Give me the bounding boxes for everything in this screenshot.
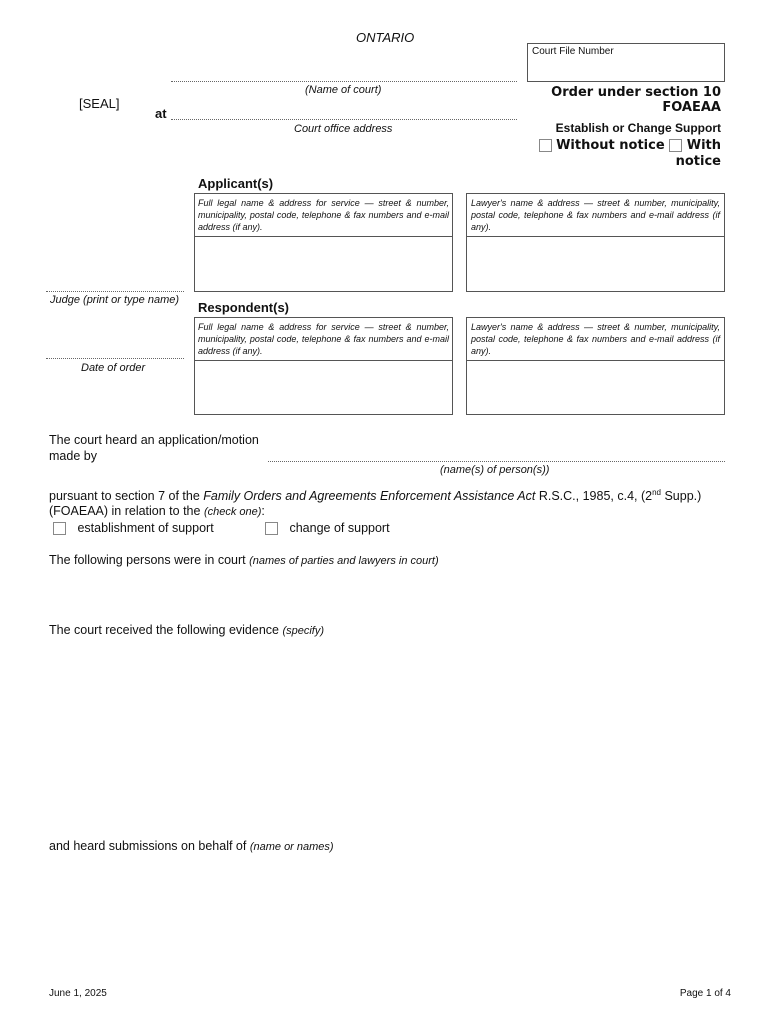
respondent-lawyer-box[interactable] — [466, 317, 725, 415]
submissions-label: and heard submissions on behalf of — [49, 839, 250, 853]
evidence-note: (specify) — [282, 625, 325, 637]
persons-in-court-label: The following persons were in court — [49, 553, 250, 567]
notice-options-row — [539, 138, 721, 154]
footer-page-number: Page 1 of 4 — [679, 988, 731, 999]
submissions-text — [49, 839, 334, 853]
relation-a: (FOAEAA) in relation to the — [49, 504, 204, 519]
form-subtitle: Establish or Change Support — [555, 121, 721, 135]
applicant-lawyer-box[interactable] — [466, 193, 725, 292]
evidence-text — [49, 623, 324, 637]
check-one-note: (check one) — [203, 506, 262, 519]
heard-application-text — [49, 432, 259, 464]
respondent-lawyer-description: Lawyer's name & address — street & number, municipality, postal code, telephone & fax numbers and e-mail address (if any). — [471, 322, 720, 356]
notice-options — [539, 138, 721, 170]
act-name: Family Orders and Agreements Enforcement Assistance Act — [203, 489, 536, 504]
notice-label: notice — [675, 154, 721, 169]
change-support-option — [265, 521, 390, 535]
pursuant-line-1 — [49, 485, 725, 504]
applicant-party-box[interactable] — [194, 193, 453, 292]
respondent-party-description: Full legal name & address for service — street & number, municipality, postal code, telephone & fax numbers and e-mail address (if any). — [198, 322, 449, 356]
form-title — [551, 85, 721, 115]
establishment-of-support-label: establishment of support — [77, 521, 214, 535]
pursuant-c: Supp.) — [660, 489, 702, 504]
pursuant-sup: nd — [652, 488, 661, 497]
submissions-note: (name or names) — [249, 841, 334, 853]
applicant-party-divider — [195, 236, 452, 237]
support-type-options — [53, 521, 214, 535]
names-of-persons-label: (name(s) of person(s)) — [440, 464, 550, 476]
applicant-lawyer-divider — [467, 236, 724, 237]
respondent-party-box[interactable] — [194, 317, 453, 415]
name-of-court-line[interactable] — [171, 81, 517, 82]
pursuant-b: R.S.C., 1985, c.4, (2 — [535, 489, 653, 504]
change-of-support-label: change of support — [289, 521, 390, 535]
pursuant-a: pursuant to section 7 of the — [49, 489, 204, 504]
applicant-lawyer-description: Lawyer's name & address — street & number, municipality, postal code, telephone & fax numbers and e-mail address (if any). — [471, 198, 720, 232]
with-label: With — [686, 138, 721, 153]
heard-line-2: made by — [49, 449, 97, 463]
date-of-order-label: Date of order — [81, 362, 146, 374]
date-of-order-line[interactable] — [46, 358, 184, 359]
pursuant-line-2 — [49, 504, 725, 520]
court-office-address-line[interactable] — [171, 119, 517, 120]
court-file-number-field[interactable] — [527, 43, 725, 82]
judge-label: Judge (print or type name) — [50, 294, 180, 306]
with-notice-checkbox[interactable] — [669, 139, 682, 152]
change-of-support-checkbox[interactable] — [265, 522, 278, 535]
form-title-line2: FOAEAA — [662, 100, 721, 115]
respondent-lawyer-divider — [467, 360, 724, 361]
names-of-persons-line[interactable] — [268, 461, 725, 462]
seal-placeholder: [SEAL] — [79, 96, 120, 111]
court-file-number-label: Court File Number — [532, 46, 614, 57]
judge-line[interactable] — [46, 291, 184, 292]
at-label: at — [155, 106, 167, 121]
persons-in-court-text — [49, 553, 439, 567]
without-notice-checkbox[interactable] — [539, 139, 552, 152]
evidence-label: The court received the following evidence — [49, 623, 283, 637]
heard-line-1: The court heard an application/motion — [49, 433, 259, 447]
applicant-party-description: Full legal name & address for service — street & number, municipality, postal code, telephone & fax numbers and e-mail address (if any). — [198, 198, 449, 232]
court-office-address-label: Court office address — [294, 123, 393, 135]
relation-colon: : — [261, 504, 265, 519]
jurisdiction-title: ONTARIO — [356, 30, 415, 45]
name-of-court-label: (Name of court) — [305, 84, 382, 96]
without-notice-label: Without notice — [556, 138, 665, 153]
respondents-heading: Respondent(s) — [198, 300, 289, 315]
pursuant-text — [49, 485, 725, 520]
respondent-party-divider — [195, 360, 452, 361]
form-title-line1: Order under section 10 — [551, 85, 721, 100]
applicants-heading: Applicant(s) — [198, 176, 274, 191]
footer-date: June 1, 2025 — [49, 988, 107, 999]
persons-in-court-note: (names of parties and lawyers in court) — [249, 555, 439, 567]
establishment-of-support-checkbox[interactable] — [53, 522, 66, 535]
